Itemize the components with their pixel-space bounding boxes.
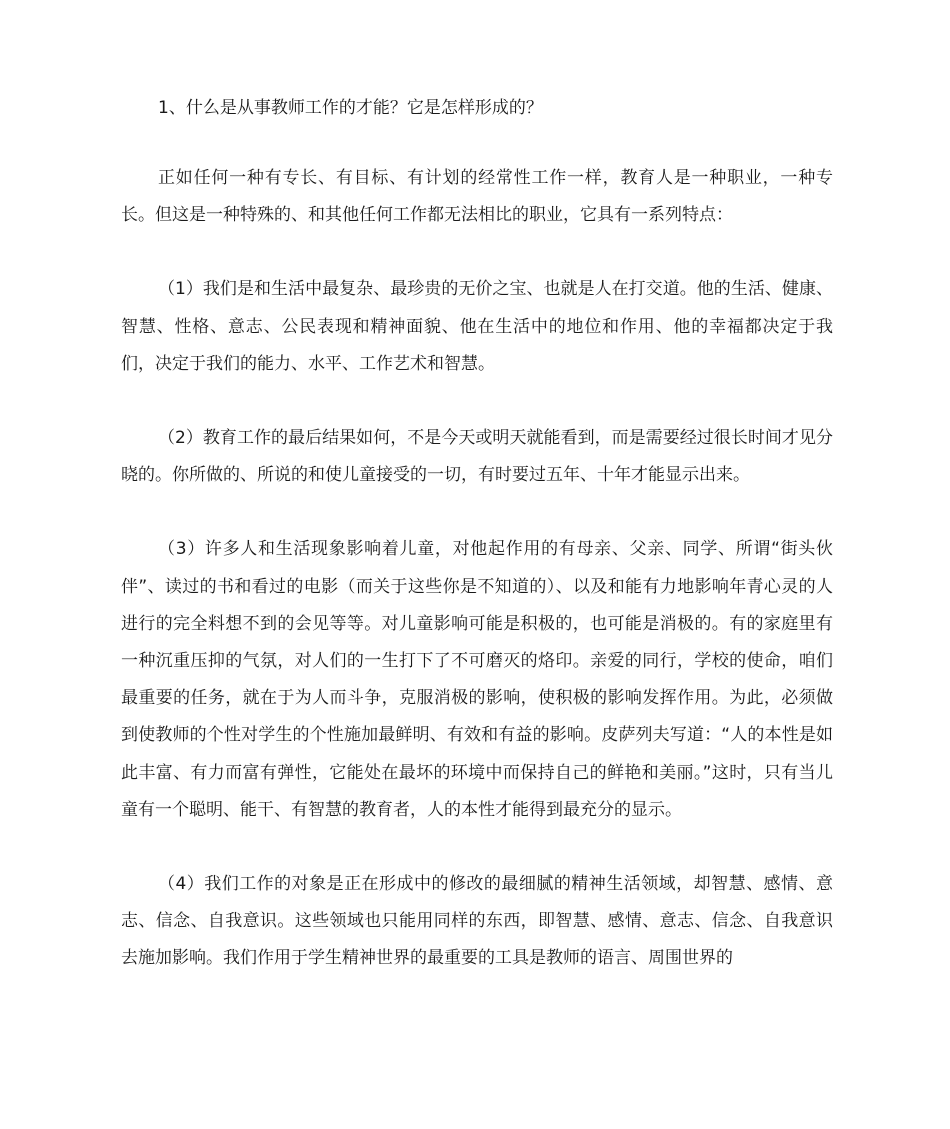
paragraph-gap bbox=[121, 494, 833, 531]
question-heading: 1、什么是从事教师工作的才能？它是怎样形成的？ bbox=[158, 98, 543, 118]
paragraph-gap bbox=[121, 829, 833, 866]
point-3-paragraph: （3）许多人和生活现象影响着儿童，对他起作用的有母亲、父亲、同学、所谓“街头伙伴”、读过的书和看过的电影（而关于这些你是不知道的）、以及和能有力地影响年青心灵的人进行的完全料想不到的会见等等。对儿童影响可能是积极的，也可能是消极的。有的家庭里有一种沉重压抑的气氛，对人们的一生打下了不可磨灭的烙印。亲爱的同行，学校的使命，咱们最重要的任务，就在于为人而斗争，克服消极的影响，使积极的影响发挥作用。为此，必须做到使教师的个性对学生的个性施加最鲜明、有效和有益的影响。皮萨列夫写道：“人的本性是如此丰富、有力而富有弹性，它能处在最坏的环境中而保持自己的鲜艳和美丽。”这时，只有当儿童有一个聪明、能干、有智慧的教育者，人的本性才能得到最充分的显示。 bbox=[121, 539, 833, 820]
point-4-paragraph: （4）我们工作的对象是正在形成中的修改的最细腻的精神生活领域，却智慧、感情、意志、信念、自我意识。这些领域也只能用同样的东西，即智慧、感情、意志、信念、自我意识去施加影响。我们作用于学生精神世界的最重要的工具是教师的语言、周围世界的 bbox=[121, 874, 833, 969]
document-body bbox=[121, 93, 833, 978]
point-2-paragraph: （2）教育工作的最后结果如何，不是今天或明天就能看到，而是需要经过很长时间才见分晓的。你所做的、所说的和使儿童接受的一切，有时要过五年、十年才能显示出来。 bbox=[121, 428, 833, 486]
intro-paragraph: 正如任何一种有专长、有目标、有计划的经常性工作一样，教育人是一种职业，一种专长。但这是一种特殊的、和其他任何工作都无法相比的职业，它具有一系列特点： bbox=[121, 168, 833, 226]
paragraph-gap bbox=[121, 234, 833, 271]
point-1-paragraph: （1）我们是和生活中最复杂、最珍贵的无价之宝、也就是人在打交道。他的生活、健康、智慧、性格、意志、公民表现和精神面貌、他在生活中的地位和作用、他的幸福都决定于我们，决定于我们的能力、水平、工作艺术和智慧。 bbox=[121, 279, 833, 374]
paragraph-gap bbox=[121, 383, 833, 420]
